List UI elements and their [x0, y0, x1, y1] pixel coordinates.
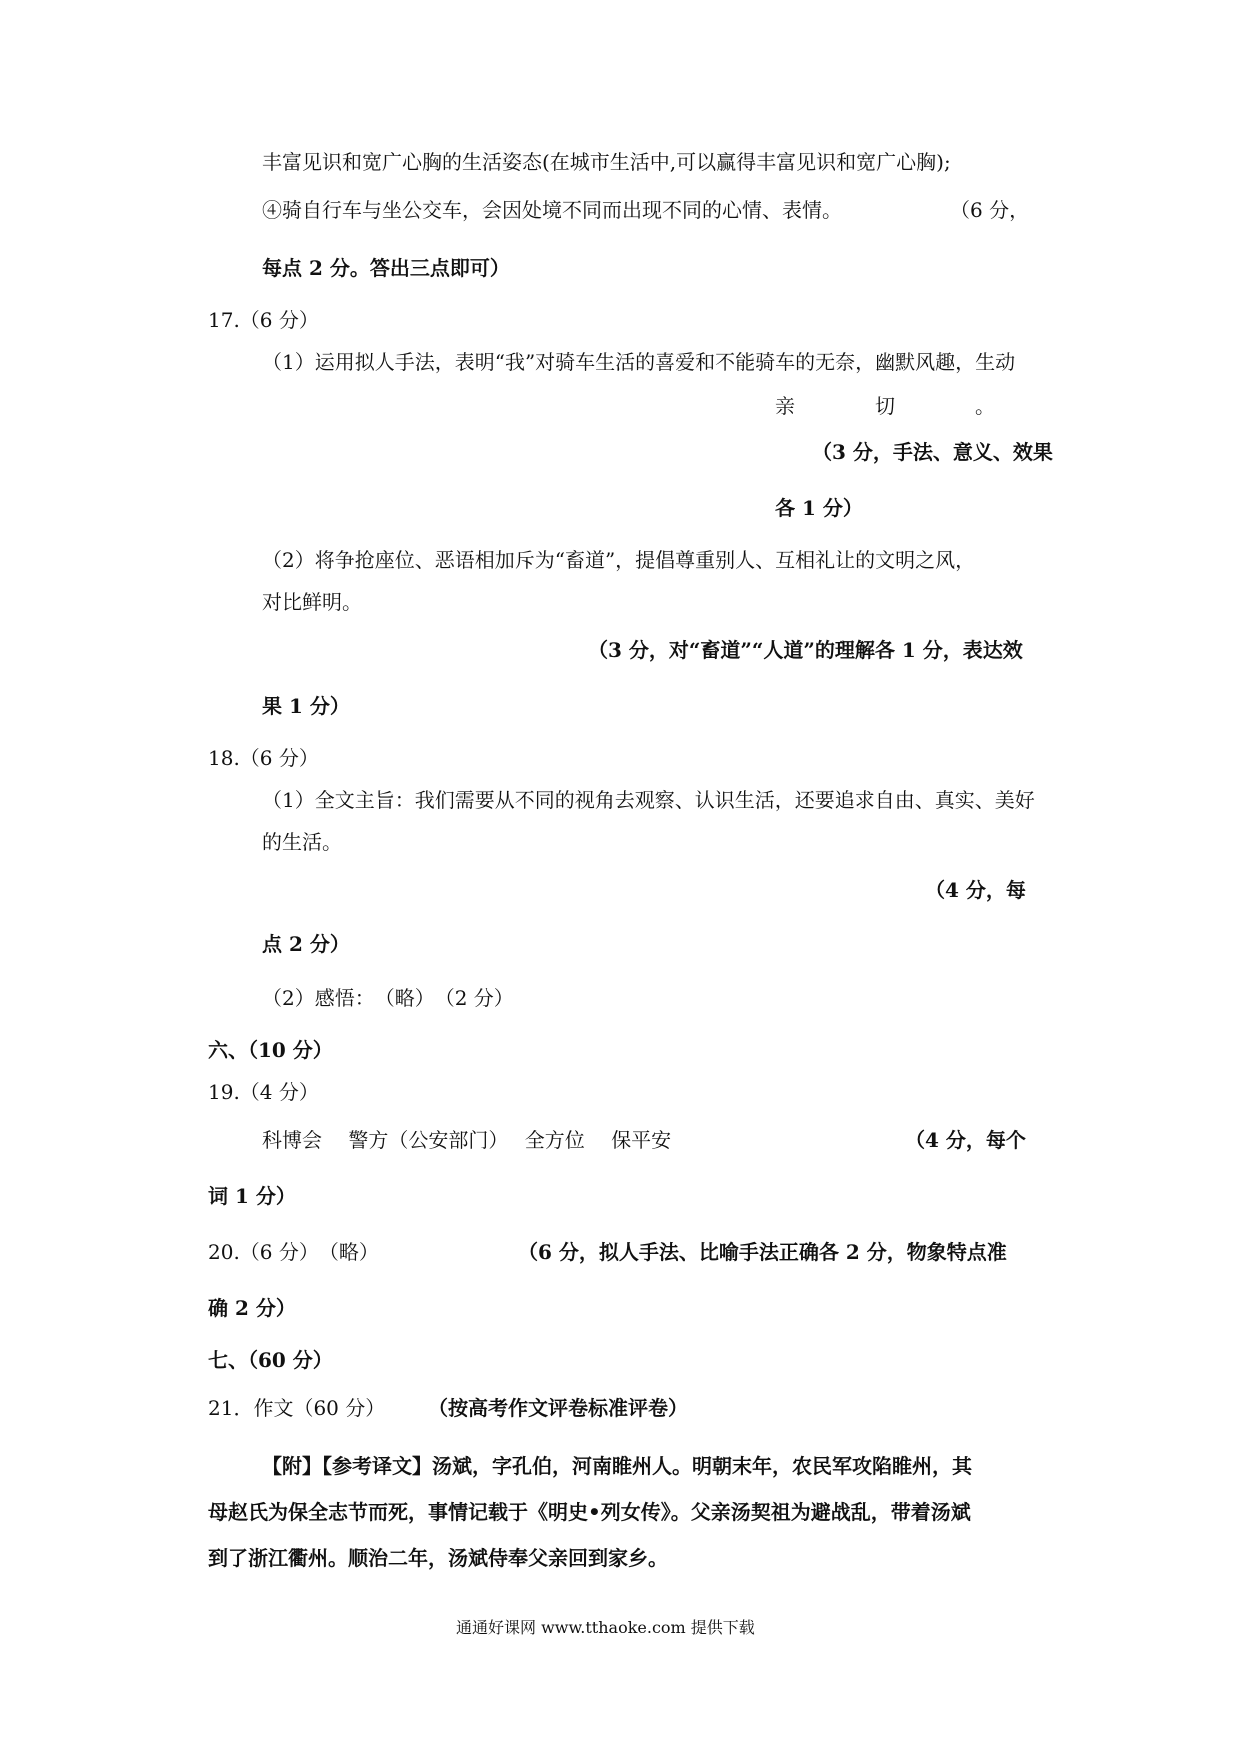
text-line: 丰富见识和宽广心胸的生活姿态(在城市生活中,可以赢得丰富见识和宽广心胸);	[262, 150, 951, 174]
text-line: ④骑自行车与坐公交车，会因处境不同而出现不同的心情、表情。	[262, 198, 842, 222]
question-number: 18.（6 分）	[208, 746, 319, 770]
question-number: 20.（6 分） （略）	[208, 1240, 379, 1264]
page-footer: 通通好课网 www.tthaoke.com 提供下载	[456, 1618, 755, 1637]
question-number: 19.（4 分）	[208, 1080, 319, 1104]
score-note: （3 分，手法、意义、效果	[812, 440, 1053, 464]
text-line: （1）全文主旨：我们需要从不同的视角去观察、认识生活，还要追求自由、真实、美好	[262, 788, 1035, 812]
text-line: 的生活。	[262, 830, 342, 854]
score-note: （4 分，每	[925, 878, 1026, 902]
text-line: （2）将争抢座位、恶语相加斥为“畜道”，提倡尊重别人、互相礼让的文明之风，	[262, 548, 976, 572]
section-heading: 六、（10 分）	[208, 1038, 333, 1062]
score-note: （6 分，拟人手法、比喻手法正确各 2 分，物象特点准	[518, 1240, 1007, 1264]
text-line: （2）感悟： （略） （2 分）	[262, 986, 514, 1010]
score-note: 确 2 分）	[208, 1296, 296, 1320]
score-note: 果 1 分）	[262, 694, 350, 718]
score-note: 每点 2 分。答出三点即可）	[262, 256, 510, 280]
text-line: 科博会 警方（公安部门） 全方位 保平安	[262, 1128, 672, 1152]
text-line: （1）运用拟人手法，表明“我”对骑车生活的喜爱和不能骑车的无奈，幽默风趣，生动	[262, 350, 1016, 374]
text-line: 亲 切 。	[775, 394, 995, 418]
score-note: （按高考作文评卷标准评卷）	[428, 1396, 688, 1420]
score-note: 词 1 分）	[208, 1184, 296, 1208]
score-note: （4 分，每个	[905, 1128, 1026, 1152]
question-number: 21．作文（60 分）	[208, 1396, 386, 1420]
question-number: 17.（6 分）	[208, 308, 319, 332]
score-note: 各 1 分）	[775, 496, 863, 520]
annotation-line: 到了浙江衢州。顺治二年，汤斌侍奉父亲回到家乡。	[208, 1546, 668, 1570]
annotation-line: 【附】【参考译文】汤斌，字孔伯，河南睢州人。明朝末年，农民军攻陷睢州，其	[262, 1454, 972, 1478]
section-heading: 七、（60 分）	[208, 1348, 333, 1372]
score-note: （6 分，	[950, 198, 1030, 222]
score-note: 点 2 分）	[262, 932, 350, 956]
text-line: 对比鲜明。	[262, 590, 362, 614]
annotation-line: 母赵氏为保全志节而死，事情记载于《明史•列女传》。父亲汤契祖为避战乱，带着汤斌	[208, 1500, 971, 1524]
score-note: （3 分，对“畜道”“人道”的理解各 1 分，表达效	[588, 638, 1023, 662]
